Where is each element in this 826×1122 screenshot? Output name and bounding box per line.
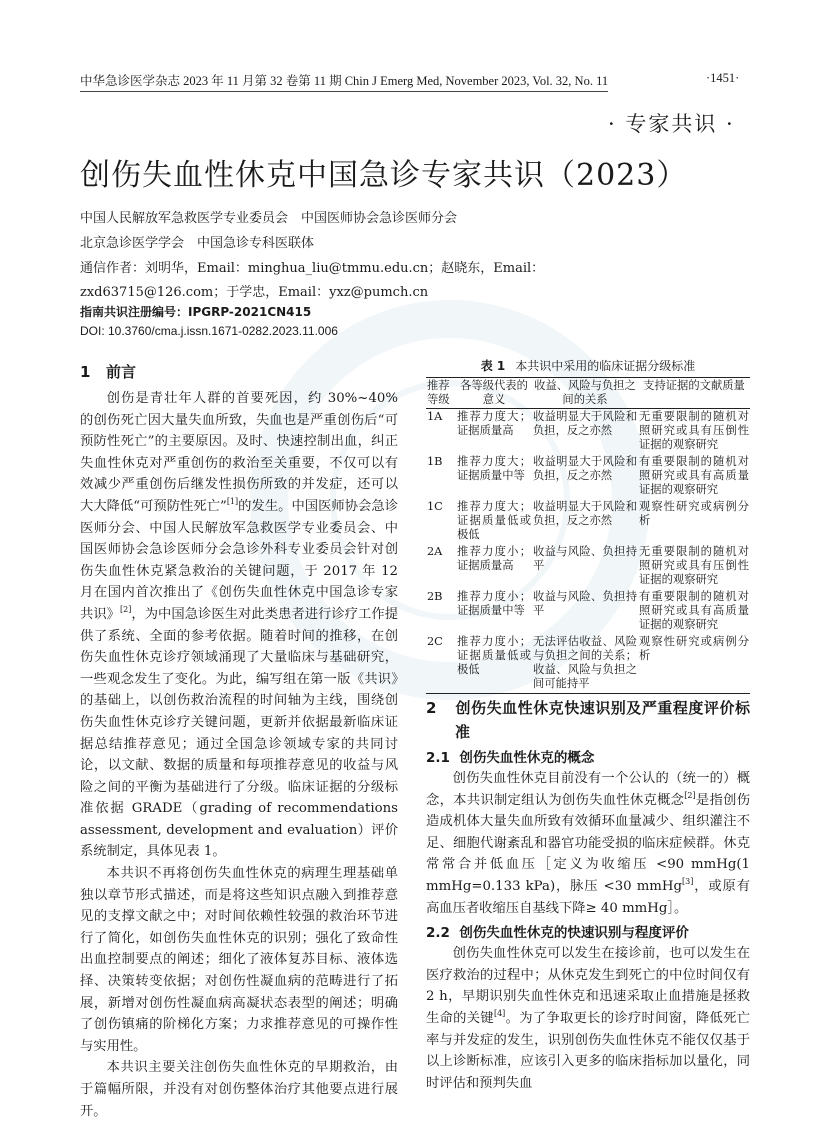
right-column xyxy=(426,696,750,1094)
benefit-risk-cell: 收益明显大于风险和负担，反之亦然 xyxy=(533,410,637,437)
correspondence-1: 通信作者：刘明华，Email：minghua_liu@tmmu.edu.cn；赵晓东，Email： xyxy=(80,261,545,276)
grade-cell: 1B xyxy=(427,455,443,468)
article-title: 创伤失血性休克中国急诊专家共识（2023） xyxy=(80,158,688,193)
section-2-heading xyxy=(426,696,750,744)
doi: DOI: 10.3760/cma.j.issn.1671-0282.2023.11.006 xyxy=(80,324,338,338)
benefit-risk-cell: 收益明显大于风险和负担，反之亦然 xyxy=(533,455,637,482)
subsection-2-1-heading xyxy=(426,748,750,768)
citation: [1] xyxy=(226,496,239,506)
benefit-risk-cell: 收益与风险、负担持平 xyxy=(533,590,637,617)
benefit-risk-cell: 收益与风险、负担持平 xyxy=(533,545,637,572)
text: ，为中国急诊医生对此类患者进行诊疗工作提供了系统、全面的参考依据。随着时间的推移，在创伤失血性休克诊疗领域涌现了大量临床与基础研究，一些观念发生了变化。为此，编写组在第一版《共识》的基础上，以创伤救治流程的时间轴为主线，围绕创伤失血性休克诊疗关键问题，更新并依据最新临床证据总结推荐意见；通过全国急诊领域专家的共同讨论，以文献、数据的质量和每项推荐意见的收益与风险之间的平衡为基础进行了分级。临床证据的分级标准依据 GRADE（grading of recommendations assessment, development and evaluation）评价系统制定，具体见表 1。 xyxy=(80,606,399,860)
table-row xyxy=(426,454,750,499)
paragraph: 本共识主要关注创伤失血性休克的早期救治，由于篇幅所限，并没有对创伤整体治疗其他要点进行展开。 xyxy=(80,1060,398,1119)
meaning-cell: 推荐力度小；证据质量高 xyxy=(457,545,531,572)
grade-cell: 2C xyxy=(427,635,443,648)
table-caption xyxy=(426,357,750,374)
grade-cell: 2B xyxy=(427,590,443,603)
table-1 xyxy=(426,357,750,694)
table-row xyxy=(426,409,750,455)
subsection-title: 创伤失血性休克的概念 xyxy=(459,750,595,766)
subsection-number: 2.2 xyxy=(426,925,450,942)
registration-number: 指南共识注册编号：IPGRP-2021CN415 xyxy=(80,305,312,319)
section-number: 1 xyxy=(80,363,91,381)
grade-cell: 1A xyxy=(427,410,443,423)
column-header: 推荐等级 xyxy=(427,379,450,406)
running-header: 中华急诊医学杂志 2023 年 11 月第 32 卷第 11 期 Chin J Emerg Med, November 2023, Vol. 32, No. 11 xyxy=(80,71,608,92)
author-organizations-1: 中国人民解放军急救医学专业委员会 中国医师协会急诊医师分会 xyxy=(80,211,458,226)
column-header: 支持证据的文献质量 xyxy=(643,379,745,392)
table-row xyxy=(426,634,750,694)
table-row xyxy=(426,544,750,589)
subsection-2-2-heading xyxy=(426,923,750,943)
text: 创伤失血性休克可以发生在接诊前，也可以发生在医疗救治的过程中；从休克发生到死亡的中位时间仅有 2 h，早期识别失血性休克和迅速采取止血措施是拯救生命的关键 xyxy=(426,946,750,1026)
evidence-quality-cell: 无重要限制的随机对照研究或具有压倒性证据的观察研究 xyxy=(639,410,749,451)
section-1-heading xyxy=(80,360,398,384)
table-caption-text: 本共识中采用的临床证据分级标准 xyxy=(515,359,696,373)
table-row xyxy=(426,499,750,544)
evidence-grading-table xyxy=(426,377,750,694)
paragraph: 本共识不再将创伤失血性休克的病理生理基础单独以章节形式描述，而是将这些知识点融入到推荐意见的支撑文献之中；对时间依赖性较强的救治环节进行了简化，如创伤失血性休克的识别；强化了致命性出血控制要点的阐述；细化了液体复苏目标、液体选择、决策转变依据；对创伤性凝血病的范畴进行了拓展，新增对创伤性凝血病高凝状态表型的阐述；明确了创伤镇痛的阶梯化方案；力求推荐意见的可操作性与实用性。 xyxy=(80,866,398,1054)
column-label: · 专家共识 · xyxy=(608,112,735,136)
grade-cell: 2A xyxy=(427,545,443,558)
meaning-cell: 推荐力度大；证据质量低或极低 xyxy=(457,500,531,541)
evidence-quality-cell: 无重要限制的随机对照研究或具有压倒性证据的观察研究 xyxy=(639,545,749,586)
section-number: 2 xyxy=(426,699,437,717)
paragraph xyxy=(426,943,750,1094)
table-label: 表 1 xyxy=(480,359,506,373)
table-header-row xyxy=(426,378,750,409)
paragraph xyxy=(426,768,750,919)
text: ，或原有高血压者收缩压自基线下降≥ 40 mmHg］。 xyxy=(426,878,750,916)
subsection-title: 创伤失血性休克的快速识别与程度评价 xyxy=(459,925,689,942)
page-number: ·1451· xyxy=(706,71,740,85)
text: 创伤失血性休克目前没有一个公认的（统一的）概念，本共识制定组认为创伤失血性休克概念 xyxy=(426,771,750,808)
grade-cell: 1C xyxy=(427,500,443,513)
subsection-number: 2.1 xyxy=(426,750,450,766)
evidence-quality-cell: 有重要限制的随机对照研究或具有高质量证据的观察研究 xyxy=(639,590,749,631)
section-title: 前言 xyxy=(106,363,137,381)
left-column xyxy=(80,360,398,1122)
text: 是指创伤造成机体大量失血所致有效循环血量减少、组织灌注不足、细胞代谢紊乱和器官功能受损的临床症候群。休克常常合并低血压［定义为收缩压 <90 mmHg(1 mmHg=0.133 kPa)，脉压 <30 mmHg xyxy=(426,792,750,894)
meaning-cell: 推荐力度小；证据质量中等 xyxy=(457,590,531,617)
citation: [3] xyxy=(682,876,694,886)
correspondence-2: zxd63715@126.com；于学忠，Email：yxz@pumch.cn xyxy=(80,285,429,300)
column-header: 收益、风险与负担之间的关系 xyxy=(534,379,636,406)
text: 创伤是青壮年人群的首要死因，约 30%~40% 的创伤死亡因大量失血所致，失血也是严重创伤后“可预防性死亡”的主要原因。及时、快速控制出血，纠正失血性休克对严重创伤的救治至关重要，不仅可以有效减少严重创伤后继发性损伤所致的并发症，还可以大大降低“可预防性死亡” xyxy=(80,391,398,514)
table-row xyxy=(426,589,750,634)
text: 的发生。中国医师协会急诊医师分会、中国人民解放军急救医学专业委员会、中国医师协会急诊医师分会急诊外科专业委员会针对创伤失血性休克紧急救治的关键问题，于 2017 年 12 月在国内首次推出了《创伤失血性休克中国急诊专家共识》 xyxy=(80,498,398,622)
benefit-risk-cell: 收益明显大于风险和负担，反之亦然 xyxy=(533,500,637,527)
meaning-cell: 推荐力度小；证据质量低或极低 xyxy=(457,635,531,676)
evidence-quality-cell: 观察性研究或病例分析 xyxy=(639,635,749,662)
meaning-cell: 推荐力度大；证据质量中等 xyxy=(457,455,531,482)
text: 。为了争取更长的诊疗时间窗，降低死亡率与并发症的发生，识别创伤失血性休克不能仅仅基于以上诊断标准，应该引入更多的临床指标加以量化，同时评估和预判失血 xyxy=(426,1010,750,1091)
citation: [2] xyxy=(684,790,696,800)
author-organizations-2: 北京急诊医学学会 中国急诊专科医联体 xyxy=(80,236,315,251)
section-title: 创伤失血性休克快速识别及严重程度评价标准 xyxy=(455,699,750,741)
paragraph xyxy=(80,388,398,863)
benefit-risk-cell: 无法评估收益、风险与负担之间的关系；收益、风险与负担之间可能持平 xyxy=(533,635,637,690)
evidence-quality-cell: 有重要限制的随机对照研究或具有高质量证据的观察研究 xyxy=(639,455,749,496)
citation: [4] xyxy=(493,1008,506,1018)
evidence-quality-cell: 观察性研究或病例分析 xyxy=(639,500,749,527)
citation: [2] xyxy=(120,604,132,614)
column-header: 各等级代表的意义 xyxy=(460,379,528,406)
meaning-cell: 推荐力度大；证据质量高 xyxy=(457,410,531,437)
